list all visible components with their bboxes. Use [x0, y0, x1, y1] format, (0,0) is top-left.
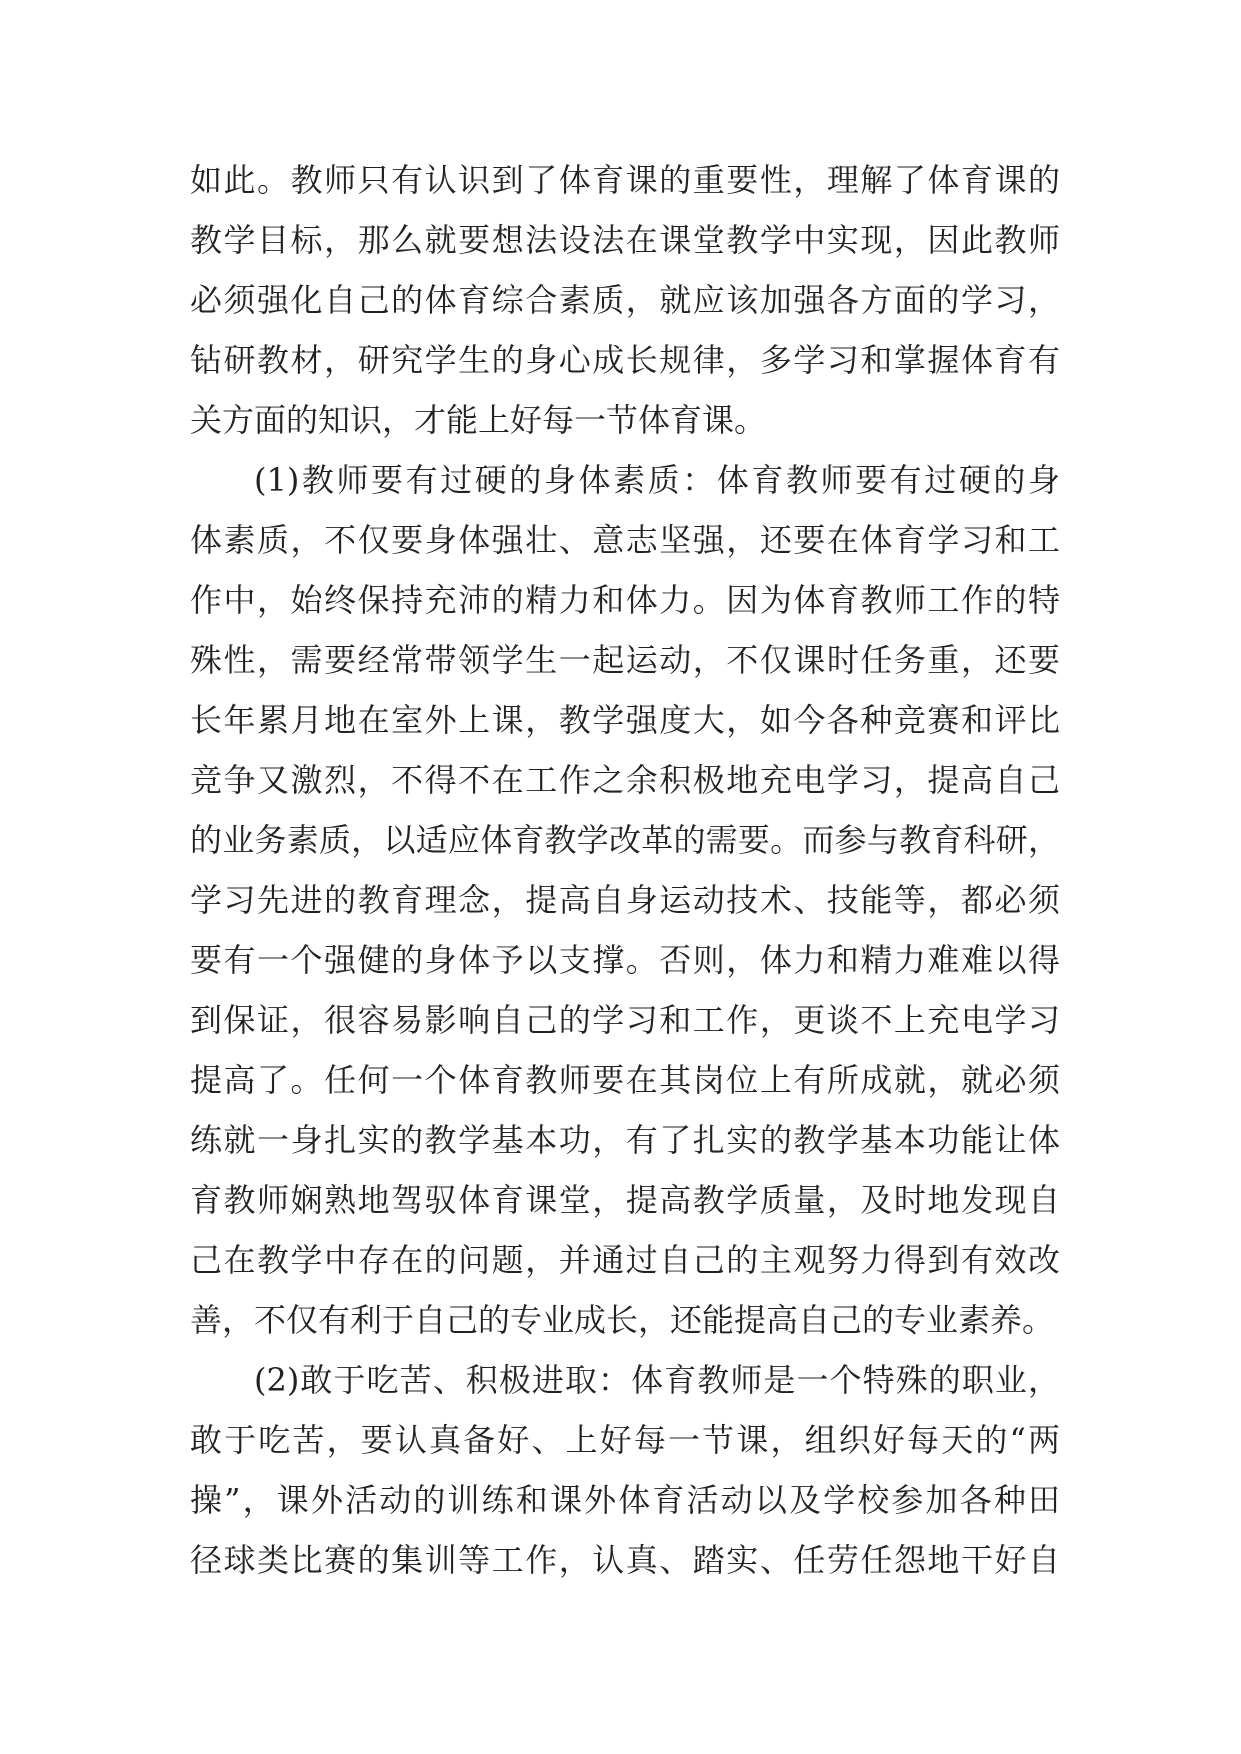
paragraph-1 — [190, 150, 1060, 450]
text-line: 操”，课外活动的训练和课外体育活动以及学校参加各种田 — [190, 1481, 1060, 1519]
text-line: 长年累月地在室外上课，教学强度大，如今各种竞赛和评比 — [190, 701, 1060, 739]
paragraph-3 — [190, 1350, 1060, 1590]
text-line: 学习先进的教育理念，提高自身运动技术、技能等，都必须 — [190, 881, 1060, 919]
text-line: 教学目标，那么就要想法设法在课堂教学中实现，因此教师 — [190, 221, 1060, 259]
text-line: 钻研教材，研究学生的身心成长规律，多学习和掌握体育有 — [190, 341, 1060, 379]
text-line: 育教师娴熟地驾驭体育课堂，提高教学质量，及时地发现自 — [190, 1181, 1060, 1219]
text-line: 要有一个强健的身体予以支撑。否则，体力和精力难难以得 — [190, 941, 1060, 979]
text-line: 径球类比赛的集训等工作，认真、踏实、任劳任怨地干好自 — [190, 1541, 1060, 1579]
text-line: 竞争又激烈，不得不在工作之余积极地充电学习，提高自己 — [190, 761, 1060, 799]
text-line: 提高了。任何一个体育教师要在其岗位上有所成就，就必须 — [190, 1061, 1060, 1099]
text-line: 必须强化自己的体育综合素质，就应该加强各方面的学习， — [190, 281, 1060, 319]
text-line: 练就一身扎实的教学基本功，有了扎实的教学基本功能让体 — [190, 1121, 1060, 1159]
text-line: 如此。教师只有认识到了体育课的重要性，理解了体育课的 — [190, 161, 1060, 199]
text-line: 到保证，很容易影响自己的学习和工作，更谈不上充电学习 — [190, 1001, 1060, 1039]
text-line: 关方面的知识，才能上好每一节体育课。 — [190, 401, 767, 439]
text-line: (1)教师要有过硬的身体素质：体育教师要有过硬的身 — [254, 461, 1060, 499]
text-line: 己在教学中存在的问题，并通过自己的主观努力得到有效改 — [190, 1241, 1060, 1279]
text-line: 作中，始终保持充沛的精力和体力。因为体育教师工作的特 — [190, 581, 1060, 619]
body-text — [190, 150, 1060, 1590]
text-line: 体素质，不仅要身体强壮、意志坚强，还要在体育学习和工 — [190, 521, 1060, 559]
text-line: 善，不仅有利于自己的专业成长，还能提高自己的专业素养。 — [190, 1301, 1055, 1339]
paragraph-2 — [190, 450, 1060, 1350]
text-line: (2)敢于吃苦、积极进取：体育教师是一个特殊的职业， — [254, 1361, 1060, 1399]
text-line: 敢于吃苦，要认真备好、上好每一节课，组织好每天的“两 — [190, 1421, 1060, 1459]
text-line: 殊性，需要经常带领学生一起运动，不仅课时任务重，还要 — [190, 641, 1060, 679]
text-line: 的业务素质，以适应体育教学改革的需要。而参与教育科研， — [190, 821, 1060, 859]
